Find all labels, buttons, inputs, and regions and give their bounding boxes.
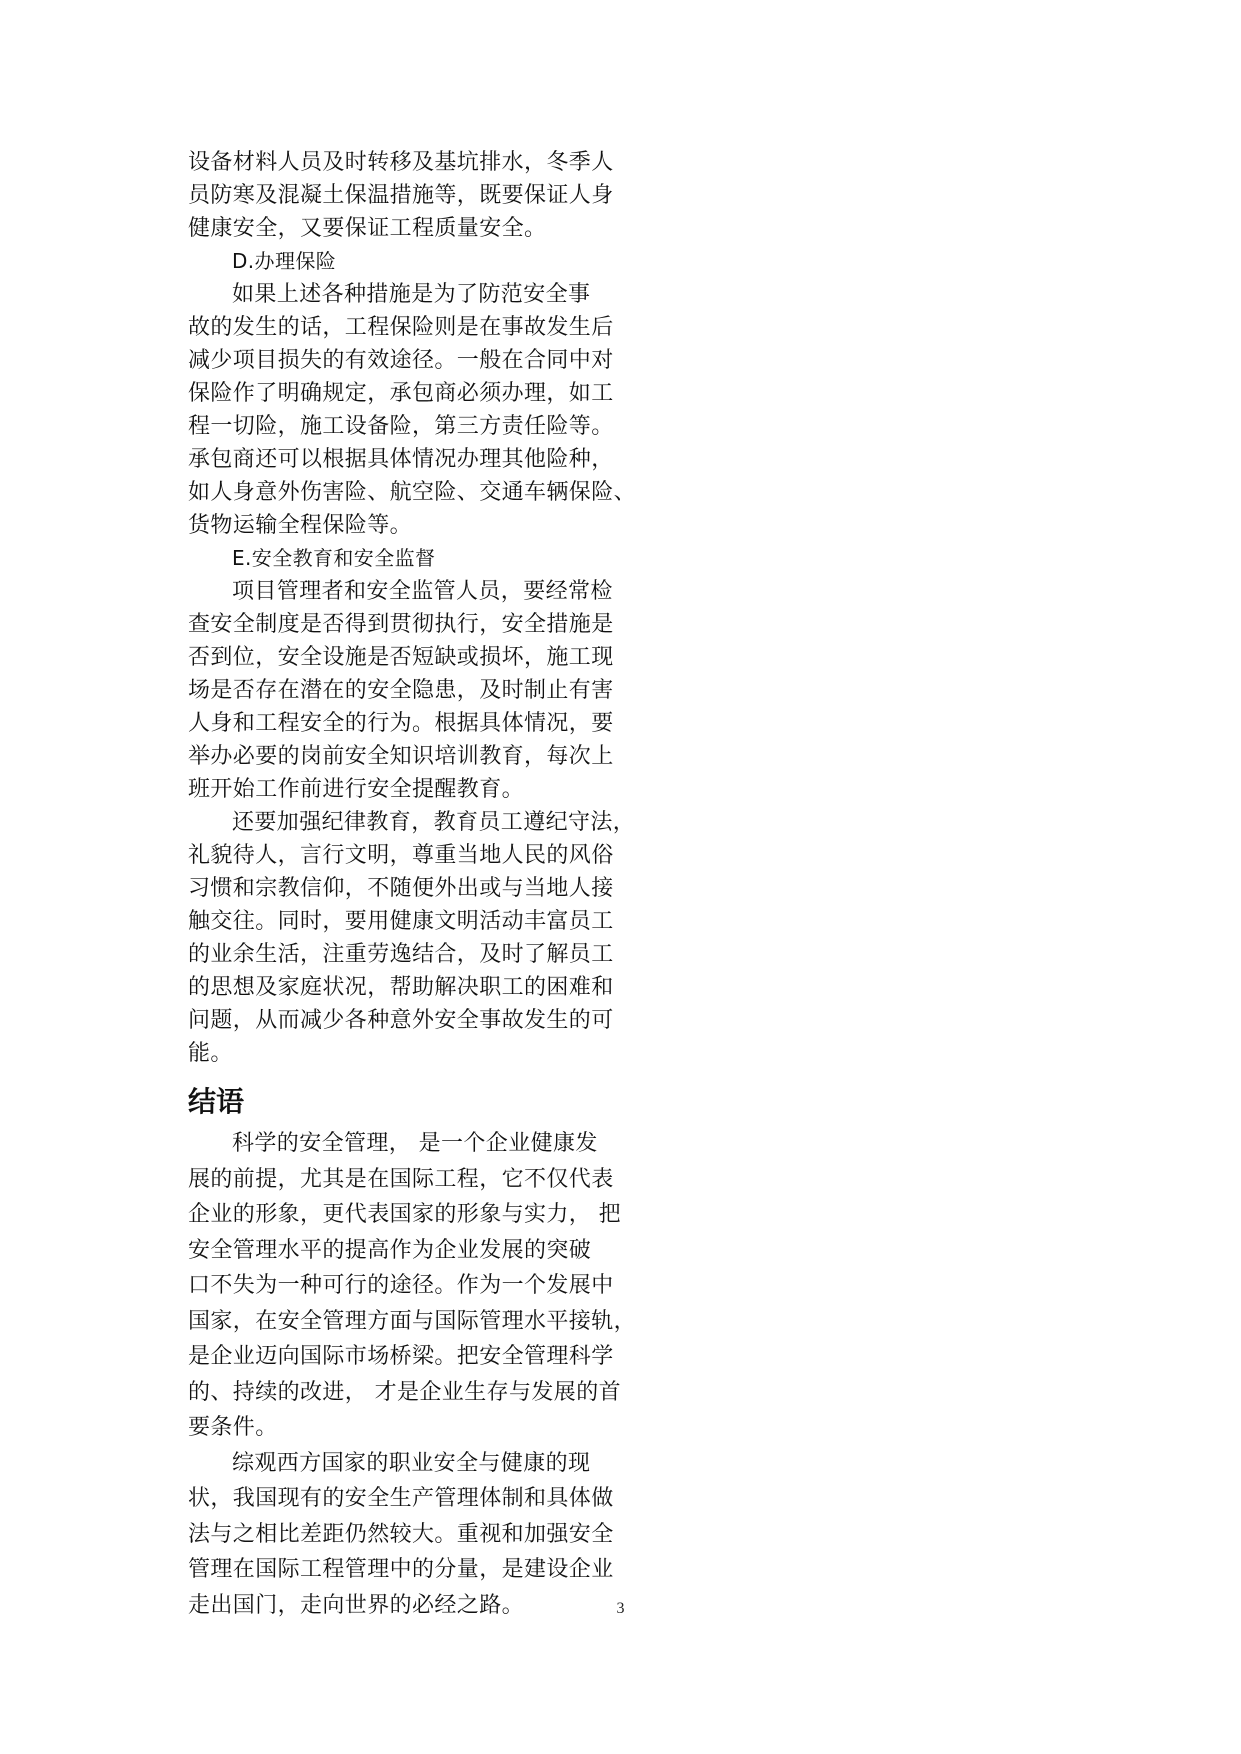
text-line: 货物运输全程保险等。 bbox=[188, 513, 413, 538]
text-line: 故的发生的话，工程保险则是在事故发生后 bbox=[188, 315, 614, 340]
text-line: 否到位，安全设施是否短缺或损坏，施工现 bbox=[188, 645, 614, 670]
text-line: 管理在国际工程管理中的分量，是建设企业 bbox=[188, 1557, 614, 1582]
text-line: 法与之相比差距仍然较大。重视和加强安全 bbox=[188, 1521, 614, 1547]
text-line: 健康安全，又要保证工程质量安全。 bbox=[188, 216, 547, 241]
text-line: 展的前提，尤其是在国际工程，它不仅代表 bbox=[188, 1166, 614, 1192]
text-line: 状，我国现有的安全生产管理体制和具体做 bbox=[188, 1486, 614, 1511]
conclusion-heading: 结语 bbox=[188, 1085, 245, 1118]
text-line: 触交往。同时，要用健康文明活动丰富员工 bbox=[188, 909, 614, 934]
paragraph-e1 bbox=[188, 575, 616, 806]
conclusion-paragraph-2 bbox=[188, 1446, 616, 1624]
text-line: 的、持续的改进， 才是企业生存与发展的首 bbox=[188, 1379, 621, 1405]
text-line: 程一切险，施工设备险，第三方责任险等。 bbox=[188, 414, 614, 439]
paragraph-e2 bbox=[188, 806, 636, 1070]
text-line: 项目管理者和安全监管人员，要经常检 bbox=[232, 579, 613, 604]
text-line: 口不失为一种可行的途径。作为一个发展中 bbox=[188, 1273, 614, 1298]
document-body bbox=[188, 146, 637, 1623]
text-line: 礼貌待人，言行文明，尊重当地人民的风俗 bbox=[188, 843, 614, 868]
text-line: 是企业迈向国际市场桥梁。把安全管理科学 bbox=[188, 1344, 614, 1369]
text-line: 保险作了明确规定，承包商必须办理，如工 bbox=[188, 381, 614, 406]
text-line: 场是否存在潜在的安全隐患，及时制止有害 bbox=[188, 678, 614, 703]
text-line: 查安全制度是否得到贯彻执行，安全措施是 bbox=[188, 612, 614, 637]
text-line: 安全管理水平的提高作为企业发展的突破 bbox=[188, 1237, 592, 1263]
text-line: 要条件。 bbox=[188, 1415, 278, 1440]
text-line: 班开始工作前进行安全提醒教育。 bbox=[188, 777, 525, 802]
paragraph-c-tail bbox=[188, 146, 616, 245]
page-number: 3 bbox=[616, 1600, 625, 1617]
text-line: 走出国门，走向世界的必经之路。 bbox=[188, 1592, 525, 1618]
conclusion-paragraph-1 bbox=[188, 1126, 637, 1446]
text-line: 问题，从而减少各种意外安全事故发生的可 bbox=[188, 1008, 614, 1033]
subheading-e: E.安全教育和安全监督 bbox=[232, 546, 436, 570]
text-line: 设备材料人员及时转移及基坑排水，冬季人 bbox=[188, 150, 614, 175]
text-line: 如人身意外伤害险、航空险、交通车辆保险、 bbox=[188, 480, 637, 505]
subheading-d: D.办理保险 bbox=[232, 249, 337, 273]
text-line: 举办必要的岗前安全知识培训教育，每次上 bbox=[188, 744, 614, 769]
text-line: 习惯和宗教信仰，不随便外出或与当地人接 bbox=[188, 876, 614, 901]
text-line: 人身和工程安全的行为。根据具体情况，要 bbox=[188, 711, 614, 736]
text-line: 的业余生活，注重劳逸结合，及时了解员工 bbox=[188, 942, 614, 967]
text-line: 如果上述各种措施是为了防范安全事 bbox=[232, 282, 591, 307]
paragraph-d bbox=[188, 278, 637, 542]
text-line: 员防寒及混凝土保温措施等，既要保证人身 bbox=[188, 183, 614, 208]
text-line: 国家，在安全管理方面与国际管理水平接轨， bbox=[188, 1308, 637, 1334]
text-line: 科学的安全管理， 是一个企业健康发 bbox=[232, 1131, 598, 1156]
text-line: 承包商还可以根据具体情况办理其他险种， bbox=[188, 447, 614, 472]
text-line: 能。 bbox=[188, 1041, 233, 1066]
conclusion-section bbox=[188, 1126, 637, 1623]
text-line: 综观西方国家的职业安全与健康的现 bbox=[232, 1450, 591, 1476]
text-line: 的思想及家庭状况，帮助解决职工的困难和 bbox=[188, 975, 614, 1000]
text-line: 企业的形象，更代表国家的形象与实力， 把 bbox=[188, 1202, 621, 1227]
text-line: 减少项目损失的有效途径。一般在合同中对 bbox=[188, 348, 614, 373]
text-line: 还要加强纪律教育，教育员工遵纪守法， bbox=[232, 810, 636, 835]
